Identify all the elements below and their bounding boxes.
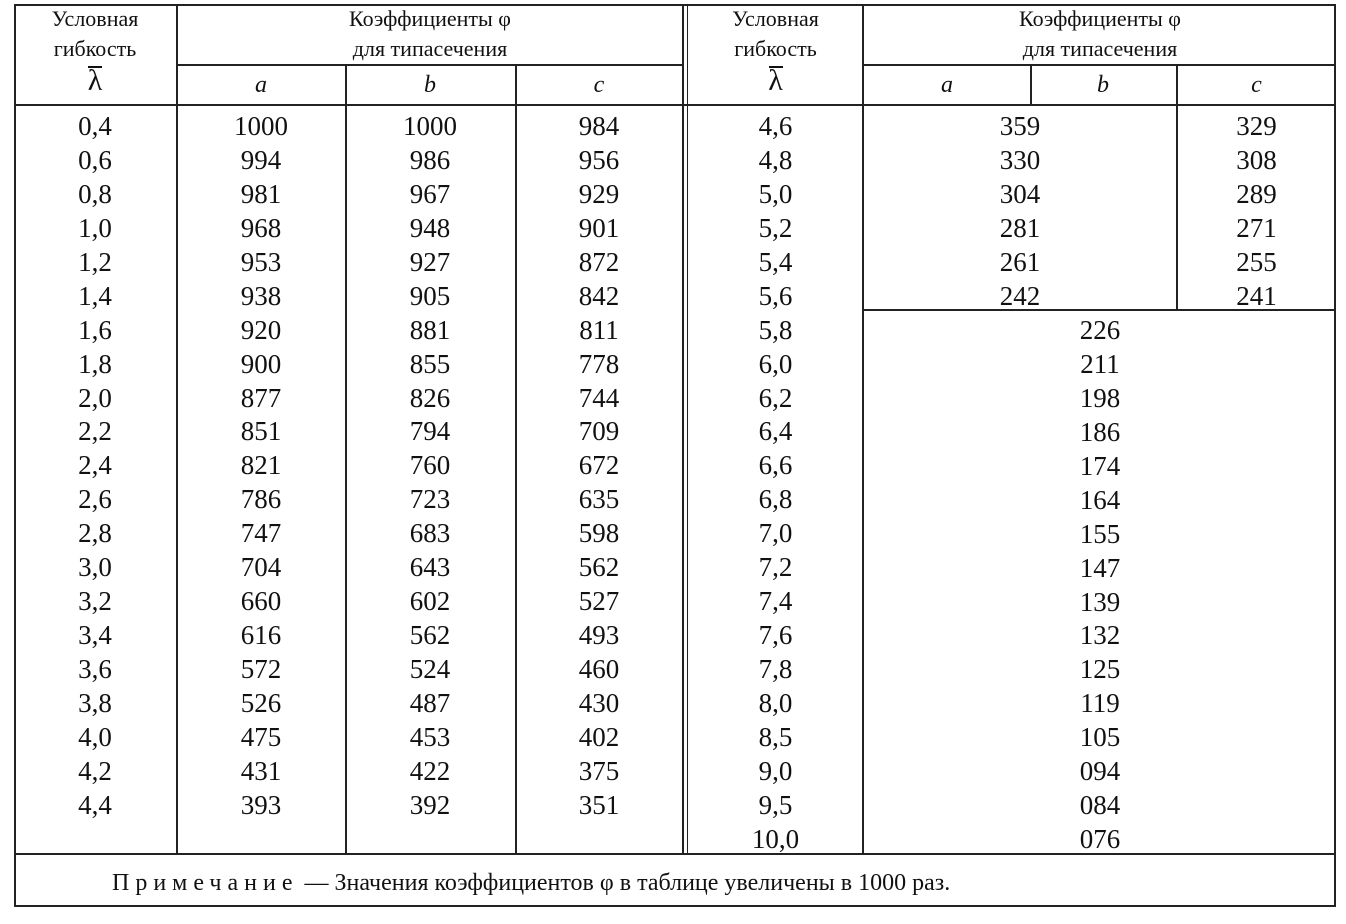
table-cell: 953: [240, 246, 282, 277]
right-ab-merged-column: [864, 108, 1176, 312]
table-cell: 4,8: [758, 144, 793, 175]
table-cell: 704: [240, 552, 282, 583]
table-cell: 351: [578, 789, 620, 820]
table-cell: 1000: [234, 111, 288, 141]
table-cell: 255: [1236, 246, 1277, 277]
right-c-column: [1177, 108, 1336, 312]
table-cell: 3,0: [78, 552, 112, 583]
table-cell: 7,6: [758, 620, 793, 651]
table-cell: 242: [999, 280, 1041, 311]
table-cell: 723: [409, 484, 451, 515]
table-cell: 794: [409, 416, 451, 447]
table-cell: 6,8: [758, 484, 793, 515]
slenderness-label-line1: Условная: [51, 6, 139, 31]
table-cell: 683: [409, 518, 451, 549]
table-cell: 821: [240, 450, 282, 481]
table-cell: 672: [578, 450, 620, 481]
table-cell: 155: [1079, 518, 1121, 549]
table-cell: 8,0: [758, 687, 793, 718]
table-cell: 359: [999, 111, 1041, 141]
table-cell: 572: [240, 654, 282, 684]
table-cell: 2,2: [78, 416, 112, 447]
table-cell: 938: [240, 280, 282, 311]
table-cell: 1000: [403, 111, 457, 141]
table-cell: 4,0: [78, 721, 112, 752]
table-cell: 10,0: [751, 823, 800, 854]
right-col-b-header: b: [1097, 72, 1109, 98]
right-lambda-symbol: [688, 66, 863, 98]
table-cell: 660: [240, 586, 282, 617]
table-cell: 1,4: [78, 280, 112, 311]
table-cell: 747: [240, 518, 282, 549]
table-cell: 402: [578, 721, 620, 752]
table-cell: 786: [240, 484, 282, 515]
table-cell: 948: [409, 212, 451, 243]
table-cell: 431: [240, 755, 282, 786]
table-cell: 487: [409, 687, 451, 718]
left-c-column: [515, 108, 683, 821]
table-cell: 968: [240, 212, 282, 243]
table-cell: 778: [578, 348, 620, 379]
table-cell: 393: [240, 789, 282, 820]
table-cell: 139: [1079, 586, 1121, 617]
right-abc-merged-column: [864, 312, 1336, 855]
table-cell: 5,2: [758, 212, 793, 243]
table-cell: 3,6: [78, 654, 112, 684]
table-cell: 901: [578, 212, 620, 243]
table-note: [112, 866, 950, 900]
table-cell: 186: [1079, 416, 1121, 447]
table-cell: 602: [409, 586, 451, 617]
header-bottom-rule: [14, 104, 1336, 106]
table-cell: 493: [578, 620, 620, 651]
table-cell: 905: [409, 280, 451, 311]
lambda-glyph: λ: [87, 64, 103, 97]
left-lambda-column: [14, 108, 176, 821]
table-cell: 2,6: [78, 484, 112, 515]
table-cell: 900: [240, 348, 282, 379]
table-cell: 1,8: [78, 348, 112, 379]
table-cell: 7,4: [758, 586, 793, 617]
table-cell: 094: [1079, 756, 1121, 787]
table-cell: 872: [578, 246, 620, 277]
table-cell: 6,2: [758, 382, 793, 413]
table-cell: 524: [409, 654, 451, 684]
table-cell: 3,8: [78, 687, 112, 718]
table-cell: 125: [1079, 654, 1121, 685]
coef-title-line2: для типасечения: [1022, 36, 1178, 61]
table-cell: 2,4: [78, 450, 112, 481]
table-cell: 198: [1079, 382, 1121, 413]
slenderness-label-line2: гибкость: [53, 36, 137, 61]
table-cell: 984: [578, 111, 620, 141]
table-cell: 261: [999, 246, 1041, 277]
table-cell: 0,8: [78, 178, 112, 209]
table-cell: 851: [240, 416, 282, 447]
table-cell: 1,0: [78, 212, 112, 243]
table-cell: 929: [578, 178, 620, 209]
table-cell: 527: [578, 586, 620, 617]
table-cell: 4,2: [78, 755, 112, 786]
table-cell: 289: [1236, 178, 1277, 209]
slenderness-label-line1: Условная: [732, 6, 819, 31]
table-cell: 526: [240, 687, 282, 718]
right-slenderness-header: [688, 4, 863, 64]
table-cell: 430: [578, 687, 620, 718]
table-cell: 616: [240, 620, 282, 651]
table-cell: 2,8: [78, 518, 112, 549]
table-cell: 877: [240, 382, 282, 413]
table-cell: 3,2: [78, 586, 112, 617]
table-cell: 5,6: [758, 280, 793, 311]
table-cell: 994: [240, 144, 282, 175]
table-cell: 927: [409, 246, 451, 277]
table-cell: 3,4: [78, 620, 112, 651]
table-cell: 1,6: [78, 314, 112, 345]
table-cell: 811: [579, 314, 619, 345]
table-cell: 6,0: [758, 348, 793, 379]
table-cell: 0,6: [78, 144, 112, 175]
table-cell: 709: [578, 416, 620, 447]
table-cell: 562: [578, 552, 620, 583]
table-cell: 855: [409, 348, 451, 379]
table-cell: 329: [1236, 111, 1277, 141]
note-text: — Значения коэффициентов φ в таблице увеличены в 1000 раз.: [298, 870, 951, 896]
header-divider-right: [864, 64, 1336, 66]
table-cell: 4,4: [78, 789, 112, 820]
table-cell: 5,4: [758, 246, 793, 277]
table-cell: 392: [409, 789, 451, 820]
table-cell: 562: [409, 620, 451, 651]
left-lambda-symbol: [14, 66, 176, 98]
table-cell: 211: [1080, 348, 1120, 379]
left-slenderness-header: [14, 4, 176, 64]
table-cell: 981: [240, 178, 282, 209]
table-cell: 164: [1079, 484, 1121, 515]
right-col-a-header: a: [941, 72, 953, 98]
note-lead: Примечание: [112, 870, 299, 896]
left-coefficient-header: [176, 4, 684, 64]
table-cell: 5,0: [758, 178, 793, 209]
table-cell: 422: [409, 755, 451, 786]
table-cell: 076: [1079, 824, 1121, 855]
table-cell: 920: [240, 314, 282, 345]
table-cell: 6,4: [758, 416, 793, 447]
table-cell: 375: [578, 755, 620, 786]
table-cell: 281: [999, 212, 1041, 243]
table-cell: 2,0: [78, 382, 112, 413]
table-cell: 643: [409, 552, 451, 583]
left-col-c-header: c: [593, 72, 605, 98]
slenderness-label-line2: гибкость: [734, 36, 817, 61]
table-cell: 241: [1236, 280, 1277, 311]
table-cell: 147: [1079, 552, 1121, 583]
right-lambda-column: [688, 108, 863, 855]
right-col-c-header: c: [1251, 72, 1262, 98]
left-col-a-header: a: [255, 72, 267, 98]
table-cell: 330: [999, 144, 1041, 175]
table-cell: 105: [1079, 722, 1121, 753]
table-cell: 842: [578, 280, 620, 311]
coef-title-line1: Коэффициенты φ: [349, 6, 511, 31]
table-cell: 304: [999, 178, 1041, 209]
table-cell: 226: [1079, 315, 1121, 345]
table-cell: 084: [1079, 790, 1121, 821]
table-cell: 475: [240, 721, 282, 752]
table-cell: 7,8: [758, 654, 793, 684]
table-cell: 760: [409, 450, 451, 481]
table-cell: 598: [578, 518, 620, 549]
table-cell: 132: [1079, 620, 1121, 651]
table-cell: 7,0: [758, 518, 793, 549]
table-cell: 9,0: [758, 755, 793, 786]
table-cell: 460: [578, 654, 620, 684]
table-cell: 826: [409, 382, 451, 413]
table-cell: 635: [578, 484, 620, 515]
table-cell: 7,2: [758, 552, 793, 583]
table-cell: 8,5: [758, 721, 793, 752]
left-a-column: [176, 108, 346, 821]
table-cell: 881: [409, 314, 451, 345]
table-cell: 6,6: [758, 450, 793, 481]
table-cell: 1,2: [78, 246, 112, 277]
table-cell: 4,6: [758, 111, 793, 141]
table-cell: 744: [578, 382, 620, 413]
right-coefficient-header: [864, 4, 1336, 64]
header-divider-left: [176, 64, 684, 66]
table-cell: 0,4: [78, 111, 112, 141]
table-cell: 9,5: [758, 789, 793, 820]
coef-title-line2: для типасечения: [352, 36, 508, 61]
left-col-b-header: b: [424, 72, 436, 98]
table-cell: 956: [578, 144, 620, 175]
table-cell: 5,8: [758, 314, 793, 345]
left-b-column: [345, 108, 515, 821]
table-cell: 271: [1236, 212, 1277, 243]
table-cell: 119: [1080, 688, 1120, 719]
table-cell: 174: [1079, 450, 1121, 481]
lambda-glyph: λ: [768, 64, 783, 97]
coef-title-line1: Коэффициенты φ: [1019, 6, 1181, 31]
table-cell: 986: [409, 144, 451, 175]
table-cell: 308: [1236, 144, 1277, 175]
table-cell: 967: [409, 178, 451, 209]
table-cell: 453: [409, 721, 451, 752]
